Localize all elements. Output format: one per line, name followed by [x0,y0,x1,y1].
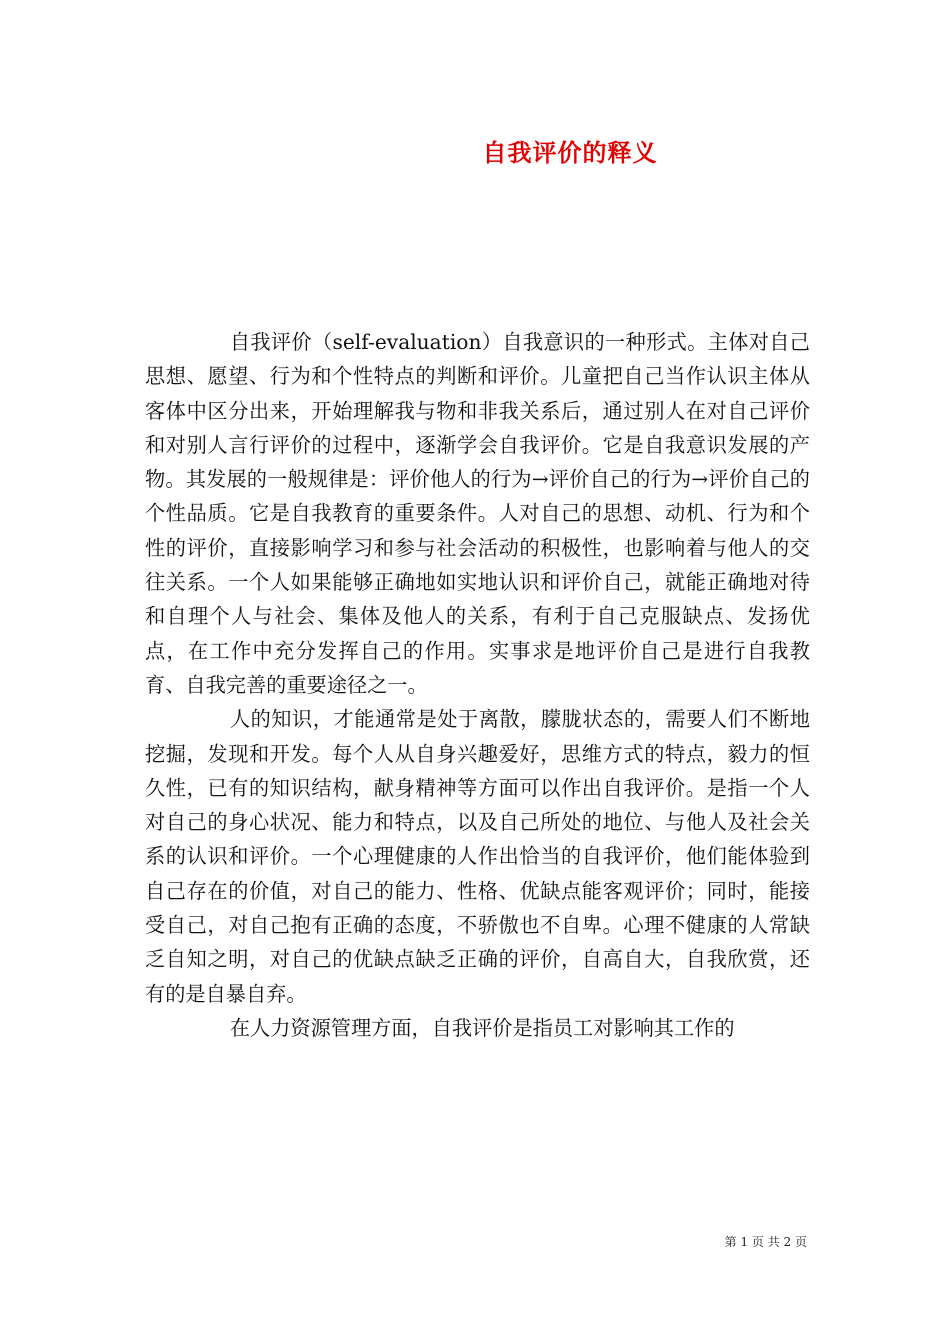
page-number-footer: 第 1 页 共 2 页 [724,1235,807,1249]
paragraph-1: 自我评价（self-evaluation）自我意识的一种形式。主体对自己思想、愿望、行为和个性特点的判断和评价。儿童把自己当作认识主体从客体中区分出来，开始理解我与物和非我关系后，通过别人在对自己评价和对别人言行评价的过程中，逐渐学会自我评价。它是自我意识发展的产物。其发展的一般规律是：评价他人的行为→评价自己的行为→评价自己的个性品质。它是自我教育的重要条件。人对自己的思想、动机、行为和个性的评价，直接影响学习和参与社会活动的积极性，也影响着与他人的交往关系。一个人如果能够正确地如实地认识和评价自己，就能正确地对待和自理个人与社会、集体及他人的关系，有利于自己克服缺点、发扬优点，在工作中充分发挥自己的作用。实事求是地评价自己是进行自我教育、自我完善的重要途径之一。 [145,330,810,697]
document-body [145,325,810,1045]
paragraph-2: 人的知识，才能通常是处于离散，朦胧状态的，需要人们不断地挖掘，发现和开发。每个人从自身兴趣爱好，思维方式的特点，毅力的恒久性，已有的知识结构，献身精神等方面可以作出自我评价。是指一个人对自己的身心状况、能力和特点，以及自己所处的地位、与他人及社会关系的认识和评价。一个心理健康的人作出恰当的自我评价，他们能体验到自己存在的价值，对自己的能力、性格、优缺点能客观评价；同时，能接受自己，对自己抱有正确的态度，不骄傲也不自卑。心理不健康的人常缺乏自知之明，对自己的优缺点缺乏正确的评价，自高自大，自我欣赏，还有的是自暴自弃。 [145,707,810,1006]
paragraph-3: 在人力资源管理方面，自我评价是指员工对影响其工作的 [229,1015,735,1040]
page-title: 自我评价的释义 [482,138,658,167]
